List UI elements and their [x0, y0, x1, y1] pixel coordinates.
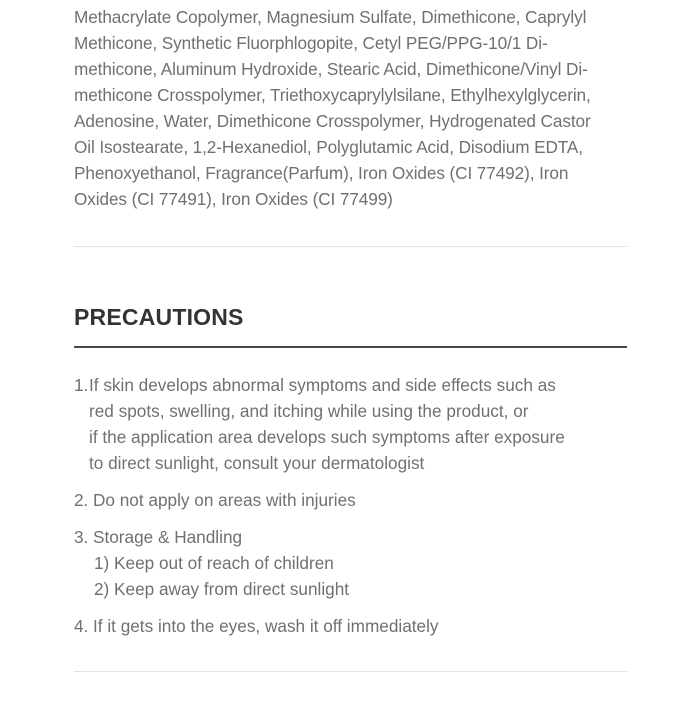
section-title-precautions: PRECAUTIONS: [74, 304, 244, 330]
ingredients-line: methicone, Aluminum Hydroxide, Stearic Acid, Dimethicone/Vinyl Di-: [74, 59, 588, 79]
title-underline: [74, 346, 627, 348]
precaution-text-line: Storage & Handling: [93, 527, 243, 547]
section-divider: [74, 671, 627, 672]
precaution-subitem: 1) Keep out of reach of children: [94, 553, 334, 573]
ingredients-text: [74, 4, 627, 212]
precaution-number: 4.: [74, 616, 89, 636]
ingredients-line: Phenoxyethanol, Fragrance(Parfum), Iron Oxides (CI 77492), Iron: [74, 163, 569, 183]
precaution-number: 1.: [74, 375, 89, 395]
section-divider: [74, 246, 627, 247]
precaution-text-line: If it gets into the eyes, wash it off immediately: [93, 616, 439, 636]
precaution-text-line: if the application area develops such symptoms after exposure: [89, 427, 565, 447]
ingredients-line: Methicone, Synthetic Fluorphlogopite, Cetyl PEG/PPG-10/1 Di-: [74, 33, 548, 53]
precaution-number: 2.: [74, 490, 89, 510]
ingredients-line: methicone Crosspolymer, Triethoxycaprylylsilane, Ethylhexylglycerin,: [74, 85, 591, 105]
precaution-subitem: 2) Keep away from direct sunlight: [94, 579, 350, 599]
ingredients-line: Oil Isostearate, 1,2-Hexanediol, Polyglutamic Acid, Disodium EDTA,: [74, 137, 583, 157]
precautions-list: [74, 372, 627, 650]
ingredients-line: Oxides (CI 77491), Iron Oxides (CI 77499): [74, 189, 393, 209]
precaution-item: [74, 487, 627, 513]
precaution-text-line: red spots, swelling, and itching while using the product, or: [89, 401, 529, 421]
precaution-text-line: Do not apply on areas with injuries: [93, 490, 356, 510]
ingredients-line: Adenosine, Water, Dimethicone Crosspolymer, Hydrogenated Castor: [74, 111, 591, 131]
precaution-text-line: to direct sunlight, consult your dermatologist: [89, 453, 425, 473]
precaution-text-line: If skin develops abnormal symptoms and side effects such as: [89, 375, 556, 395]
precaution-item: [74, 372, 627, 476]
precaution-item: [74, 524, 627, 602]
ingredients-line: Methacrylate Copolymer, Magnesium Sulfate, Dimethicone, Caprylyl: [74, 7, 587, 27]
precaution-item: [74, 613, 627, 639]
precaution-number: 3.: [74, 527, 89, 547]
